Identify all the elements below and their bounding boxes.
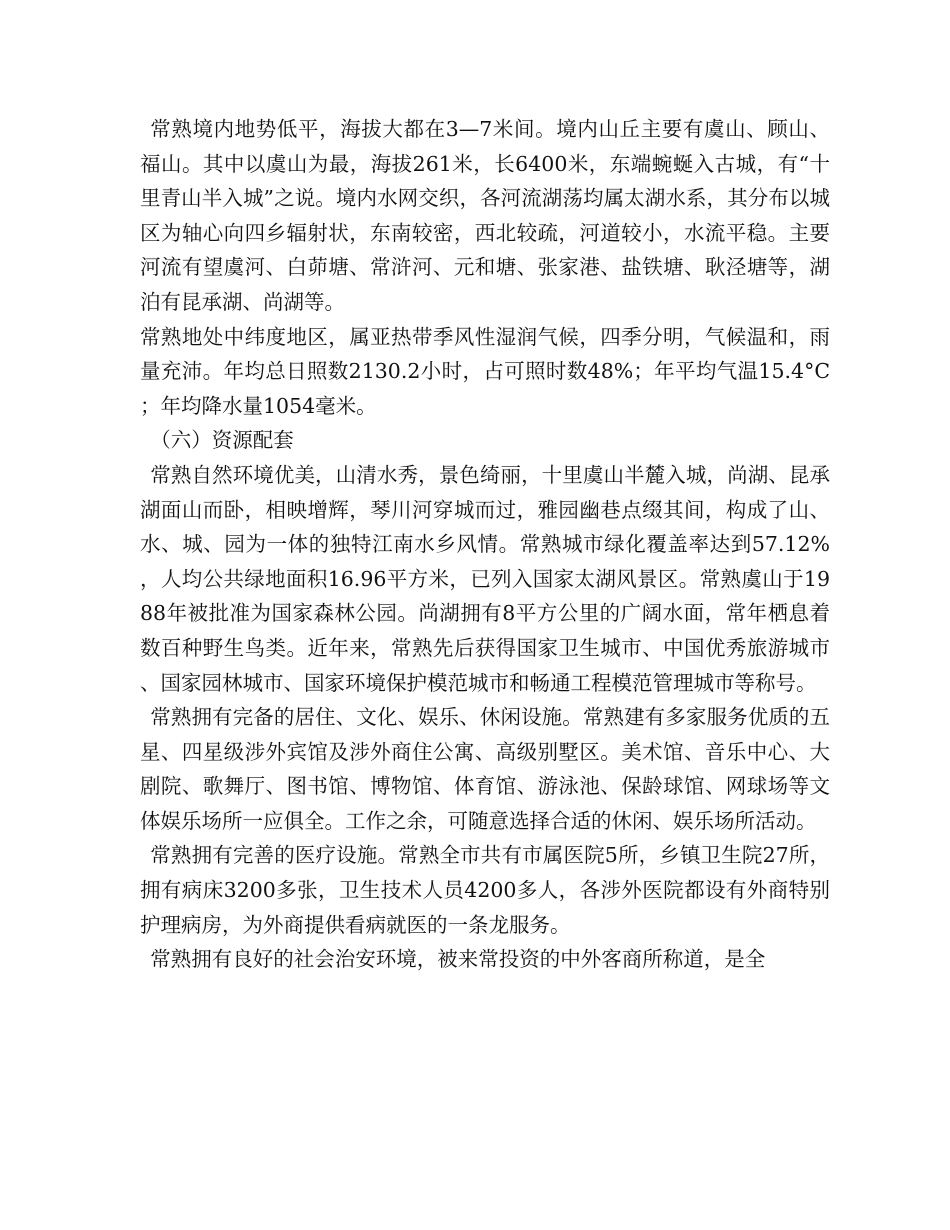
paragraph-terrain: 常熟境内地势低平，海拔大都在3—7米间。境内山丘主要有虞山、顾山、福山。其中以虞山为最，海拔261米，长6400米，东端蜿蜒入古城，有“十里青山半入城”之说。境内水网交织，各河流湖荡均属太湖水系，其分布以城区为轴心向四乡辐射状，东南较密，西北较疏，河道较小，水流平稳。主要河流有望虞河、白茆塘、常浒河、元和塘、张家港、盐铁塘、耿泾塘等，湖泊有昆承湖、尚湖等。: [140, 117, 830, 314]
paragraph-environment: 常熟自然环境优美，山清水秀，景色绮丽，十里虞山半麓入城，尚湖、昆承湖面山而卧，相映增辉，琴川河穿城而过，雅园幽巷点缀其间，构成了山、水、城、园为一体的独特江南水乡风情。常熟城市绿化覆盖率达到57.12%，人均公共绿地面积16.96平方米，已列入国家太湖风景区。常熟虞山于1988年被批准为国家森林公园。尚湖拥有8平方公里的广阔水面，常年栖息着数百种野生鸟类。近年来，常熟先后获得国家卫生城市、中国优秀旅游城市、国家园林城市、国家环境保护模范城市和畅通工程模范管理城市等称号。: [140, 462, 830, 695]
document-body: [140, 112, 830, 977]
paragraph-medical: 常熟拥有完善的医疗设施。常熟全市共有市属医院5所，乡镇卫生院27所，拥有病床3200多张，卫生技术人员4200多人，各涉外医院都设有外商特别护理病房，为外商提供看病就医的一条龙服务。: [140, 843, 830, 937]
paragraph-climate: 常熟地处中纬度地区，属亚热带季风性湿润气候，四季分明，气候温和，雨量充沛。年均总日照数2130.2小时，占可照时数48%；年平均气温15.4°C；年均降水量1054毫米。: [140, 324, 830, 418]
paragraph-facilities: 常熟拥有完备的居住、文化、娱乐、休闲设施。常熟建有多家服务优质的五星、四星级涉外宾馆及涉外商住公寓、高级别墅区。美术馆、音乐中心、大剧院、歌舞厅、图书馆、博物馆、体育馆、游泳池、保龄球馆、网球场等文体娱乐场所一应俱全。工作之余，可随意选择合适的休闲、娱乐场所活动。: [140, 705, 830, 833]
paragraph-security: 常熟拥有良好的社会治安环境，被来常投资的中外客商所称道，是全: [150, 947, 766, 972]
section-heading: （六）资源配套: [150, 428, 294, 453]
